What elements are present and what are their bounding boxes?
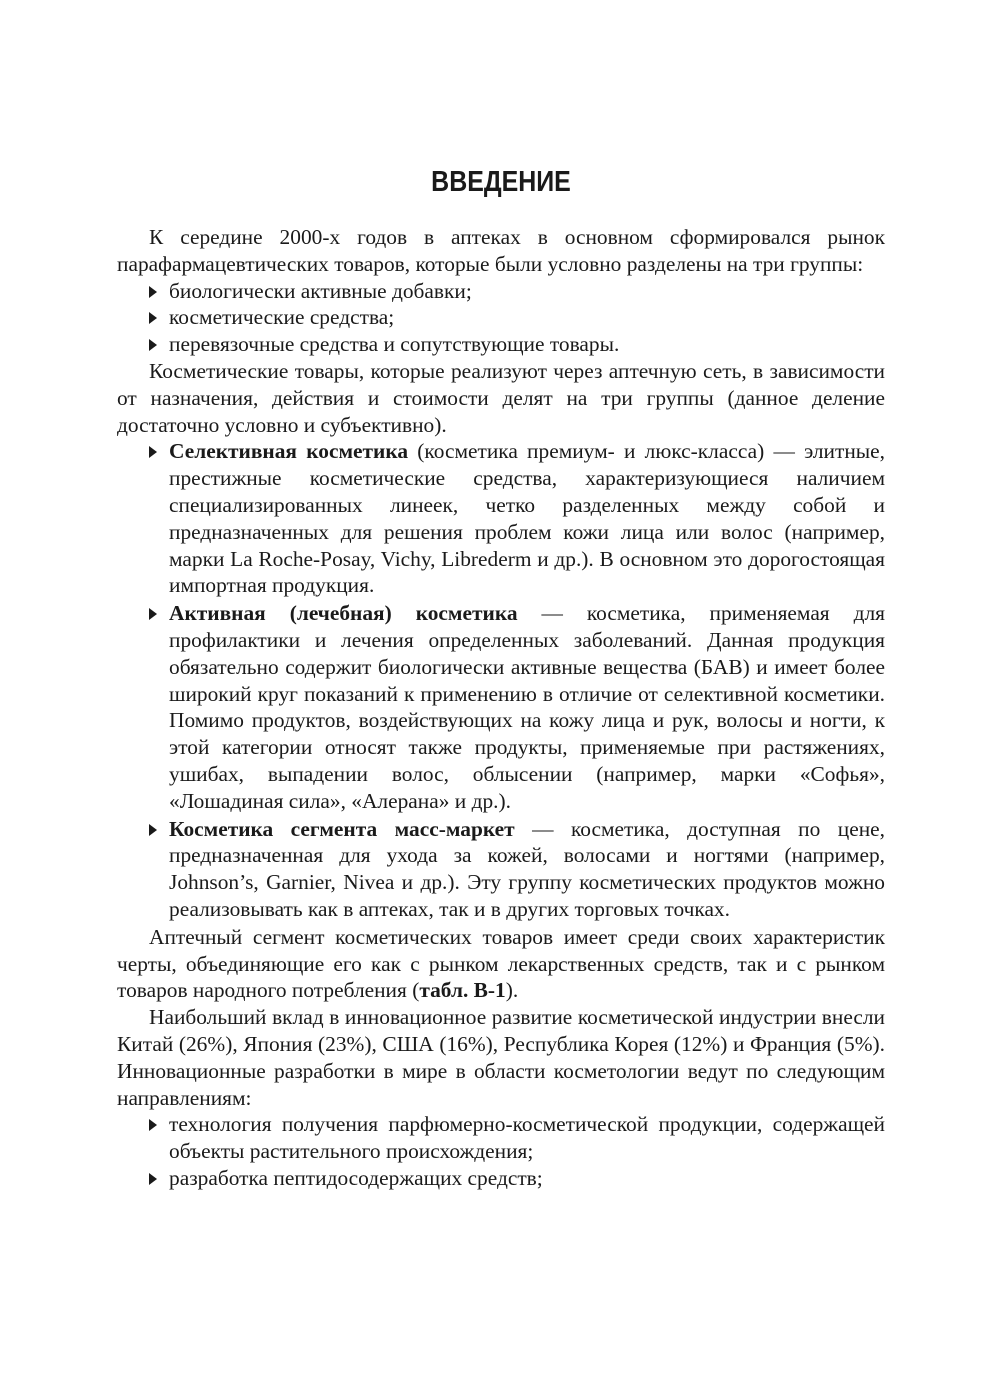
term-active: Активная (лечебная) косметика: [169, 601, 518, 626]
list-item: Активная (лечебная) косметика — косметика, применяемая для профилактики и лечения определенных заболеваний. Данная продукция обязательно содержит биологически активные вещества (БАВ) и имеет более широкий круг показаний к применению в отличие от селективной косметики. Помимо продуктов, воздействующих на кожу лица и рук, волосы и ногти, к этой категории относят также продукты, применяемые при растяжениях, ушибах, выпадении волос, облысении (например, марки «Софья», «Лошадиная сила», «Алерана» и др.).: [117, 600, 885, 814]
term-selective: Селективная косметика: [169, 439, 409, 464]
bullet-triangle-icon: [149, 339, 157, 351]
table-reference: табл. В-1: [419, 978, 506, 1003]
paragraph-pharmacy-segment: Аптечный сегмент косметических товаров имеет среди своих характеристик черты, объединяющие его как с рынком лекарственных средств, так и с рынком товаров народного потребления (табл. В-1).: [117, 924, 885, 1003]
list-item: перевязочные средства и сопутствующие товары.: [117, 331, 885, 358]
term-mass-market: Косметика сегмента масс-маркет: [169, 816, 515, 841]
bullet-triangle-icon: [149, 446, 157, 458]
bullet-triangle-icon: [149, 1173, 157, 1185]
list-item: косметические средства;: [117, 304, 885, 331]
list-item: Селективная косметика (косметика премиум- и люкс-класса) — элитные, престижные косметические средства, характеризующиеся наличием специализированных линеек, четко разделенных между собой и предназначенных для решения проблем кожи лица или волос (например, марки La Roche-Posay, Vichy, Librederm и др.). В основном это дорогостоящая импортная продукция.: [117, 438, 885, 599]
page: [117, 158, 885, 1192]
list-item: технология получения парфюмерно-косметической продукции, содержащей объекты растительного происхождения;: [117, 1111, 885, 1165]
list-item: разработка пептидосодержащих средств;: [117, 1165, 885, 1192]
list-item: биологически активные добавки;: [117, 278, 885, 305]
list-product-groups: [117, 278, 885, 358]
list-cosmetics-types: [117, 438, 885, 922]
paragraph-cosmetics-groups: Косметические товары, которые реализуют через аптечную сеть, в зависимости от назначения, действия и стоимости делят на три группы (данное деление достаточно условно и субъективно).: [117, 358, 885, 437]
list-item: Косметика сегмента масс-маркет — косметика, доступная по цене, предназначенная для ухода за кожей, волосами и ногтями (например, Johnson’s, Garnier, Nivea и др.). Эту группу косметических продуктов можно реализовывать как в аптеках, так и в других торговых точках.: [117, 816, 885, 923]
paragraph-intro: К середине 2000-х годов в аптеках в основном сформировался рынок парафармацевтических товаров, которые были условно разделены на три группы:: [117, 225, 885, 276]
bullet-triangle-icon: [149, 312, 157, 324]
bullet-triangle-icon: [149, 608, 157, 620]
bullet-triangle-icon: [149, 286, 157, 298]
page-title: ВВЕДЕНИЕ: [431, 166, 571, 198]
bullet-triangle-icon: [149, 1119, 157, 1131]
paragraph-innovation: Наибольший вклад в инновационное развитие косметической индустрии внесли Китай (26%), Япония (23%), США (16%), Республика Корея (12%) и Франция (5%). Инновационные разработки в мире в области косметологии ведут по следующим направлениям:: [117, 1005, 885, 1110]
list-innovation-directions: [117, 1111, 885, 1191]
bullet-triangle-icon: [149, 824, 157, 836]
